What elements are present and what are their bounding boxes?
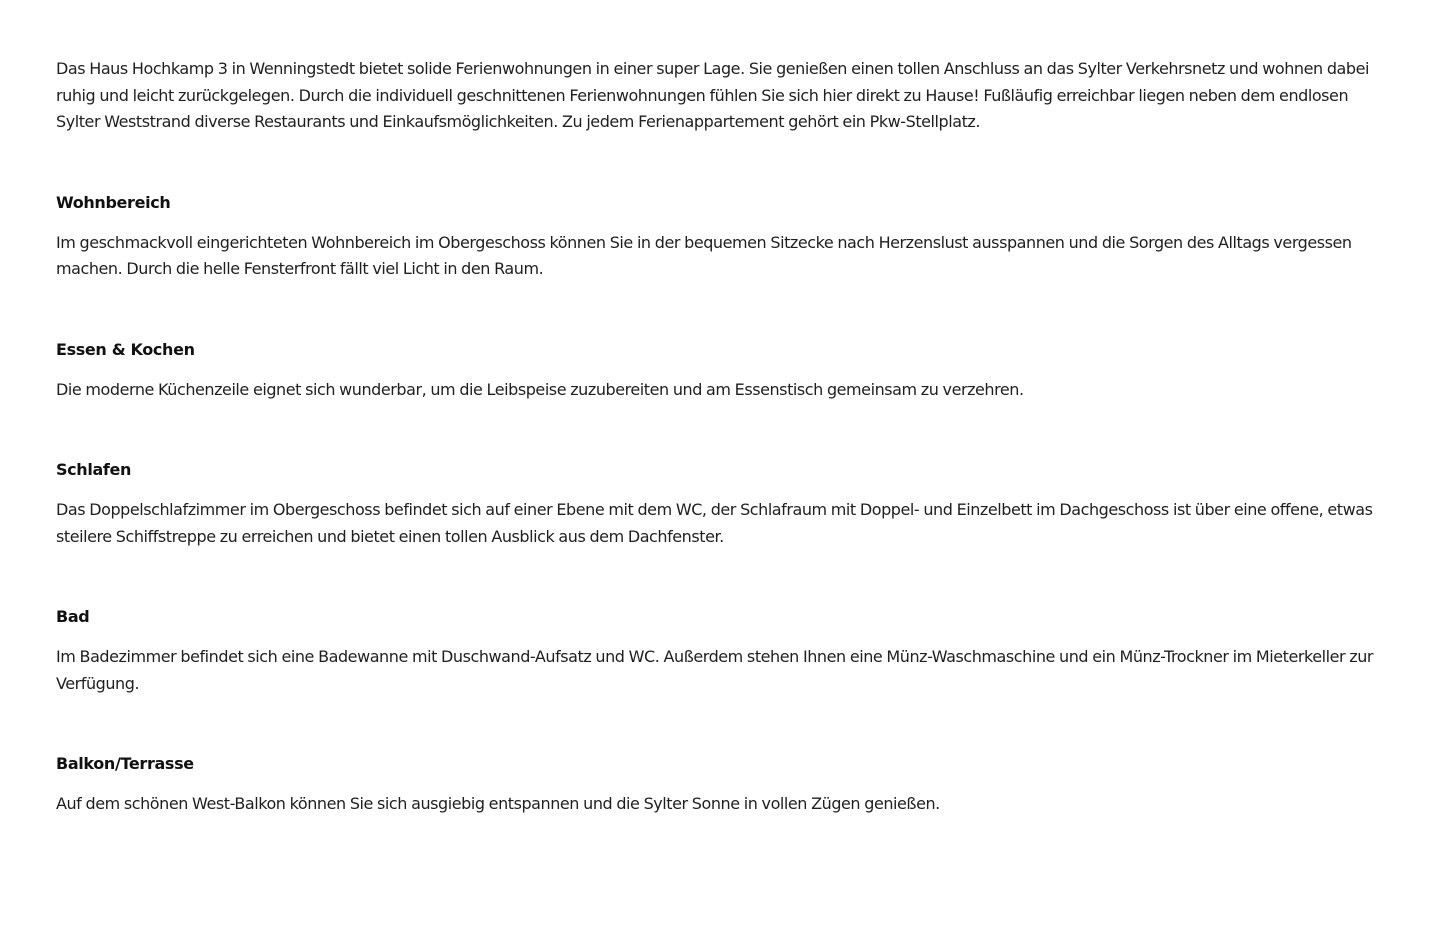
section-heading: Bad [56, 607, 90, 626]
description-content [56, 56, 1386, 818]
section-balkon-terrasse [56, 751, 1386, 818]
section-text: Im Badezimmer befindet sich eine Badewanne mit Duschwand-Aufsatz und WC. Außerdem stehen Ihnen eine Münz-Waschmaschine und ein Münz-Trockner im Mieterkeller zur Verfügung. [56, 647, 1374, 693]
section-heading: Essen & Kochen [56, 339, 195, 359]
section-text: Die moderne Küchenzeile eignet sich wunderbar, um die Leibspeise zuzubereiten und am Essenstisch gemeinsam zu verzehren. [56, 379, 1024, 399]
section-text: Auf dem schönen West-Balkon können Sie sich ausgiebig entspannen und die Sylter Sonne in vollen Zügen genießen. [56, 794, 940, 813]
section-heading: Wohnbereich [56, 192, 171, 212]
section-schlafen [56, 457, 1386, 550]
section-heading: Schlafen [56, 460, 132, 479]
section-text: Im geschmackvoll eingerichteten Wohnbereich im Obergeschoss können Sie in der bequemen Sitzecke nach Herzenslust ausspannen und die Sorgen des Alltags vergessen machen. Durch die helle Fensterfront fällt viel Licht in den Raum. [56, 232, 1352, 278]
section-wohnbereich [56, 190, 1386, 283]
section-text: Das Doppelschlafzimmer im Obergeschoss befindet sich auf einer Ebene mit dem WC, der Schlafraum mit Doppel- und Einzelbett im Dachgeschoss ist über eine offene, etwas steilere Schiffstreppe zu erreichen und bietet einen tollen Ausblick aus dem Dachfenster. [56, 500, 1373, 546]
intro-paragraph: Das Haus Hochkamp 3 in Wenningstedt bietet solide Ferienwohnungen in einer super Lage. Sie genießen einen tollen Anschluss an das Sylter Verkehrsnetz und wohnen dabei ruhig und leicht zurückgelegen. Durch die individuell geschnittenen Ferienwohnungen fühlen Sie sich hier direkt zu Hause! Fußläufig erreichbar liegen neben dem endlosen Sylter Weststrand diverse Restaurants und Einkaufsmöglichkeiten. Zu jedem Ferienappartement gehört ein Pkw-Stellplatz. [56, 59, 1370, 131]
section-heading: Balkon/Terrasse [56, 754, 194, 773]
section-bad [56, 604, 1386, 697]
section-essen-kochen [56, 337, 1386, 404]
